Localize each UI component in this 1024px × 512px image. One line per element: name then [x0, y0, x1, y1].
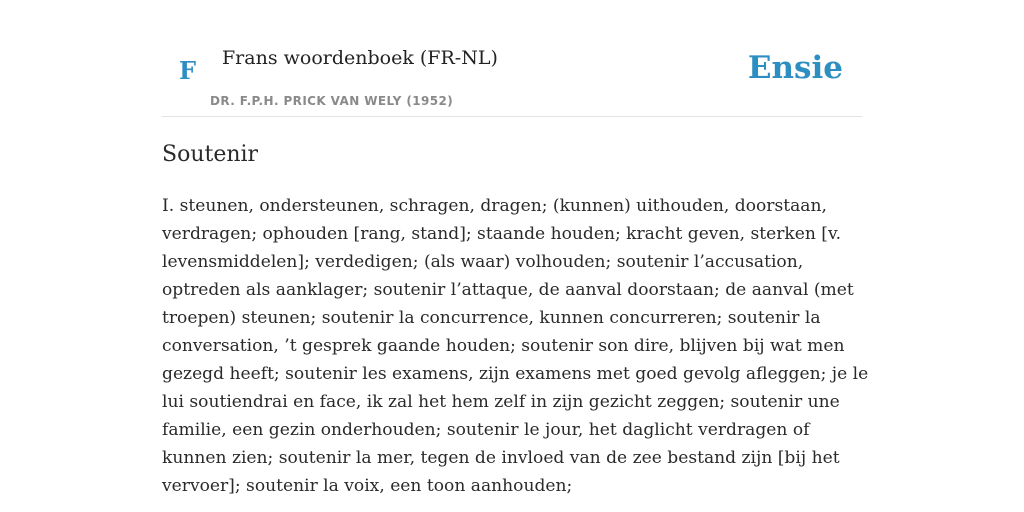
entry-definition: I. steunen, ondersteunen, schragen, dragen; (kunnen) uithouden, doorstaan, verdragen; ophouden [rang, stand]; staande houden; kracht geven, sterken [v. levensmiddelen]; verdedigen; (als waar) volhouden; soutenir l’accusation, optreden als aanklager; soutenir l’attaque, de aanval doorstaan; de aanval (met troepen) steunen; soutenir la concurrence, kunnen concurreren; soutenir la conversation, ’t gesprek gaande houden; soutenir son dire, blijven bij wat men gezegd heeft; soutenir les examens, zijn examens met goed gevolg afleggen; je le lui soutiendrai en face, ik zal het hem zelf in zijn gezicht zeggen; soutenir une familie, een gezin onderhouden; soutenir le jour, het daglicht verdragen of kunnen zien; soutenir la mer, tegen de invloed van de zee bestand zijn [bij het vervoer]; soutenir la voix, een toon aanhouden; [162, 196, 869, 496]
dictionary-logo-icon: F [179, 56, 197, 85]
dictionary-header [162, 0, 862, 117]
dictionary-author: DR. F.P.H. PRICK VAN WELY (1952) [210, 94, 454, 108]
dictionary-title[interactable]: Frans woordenboek (FR-NL) [222, 47, 498, 69]
entry-title: Soutenir [162, 142, 259, 167]
brand-logo[interactable]: Ensie [747, 50, 843, 86]
